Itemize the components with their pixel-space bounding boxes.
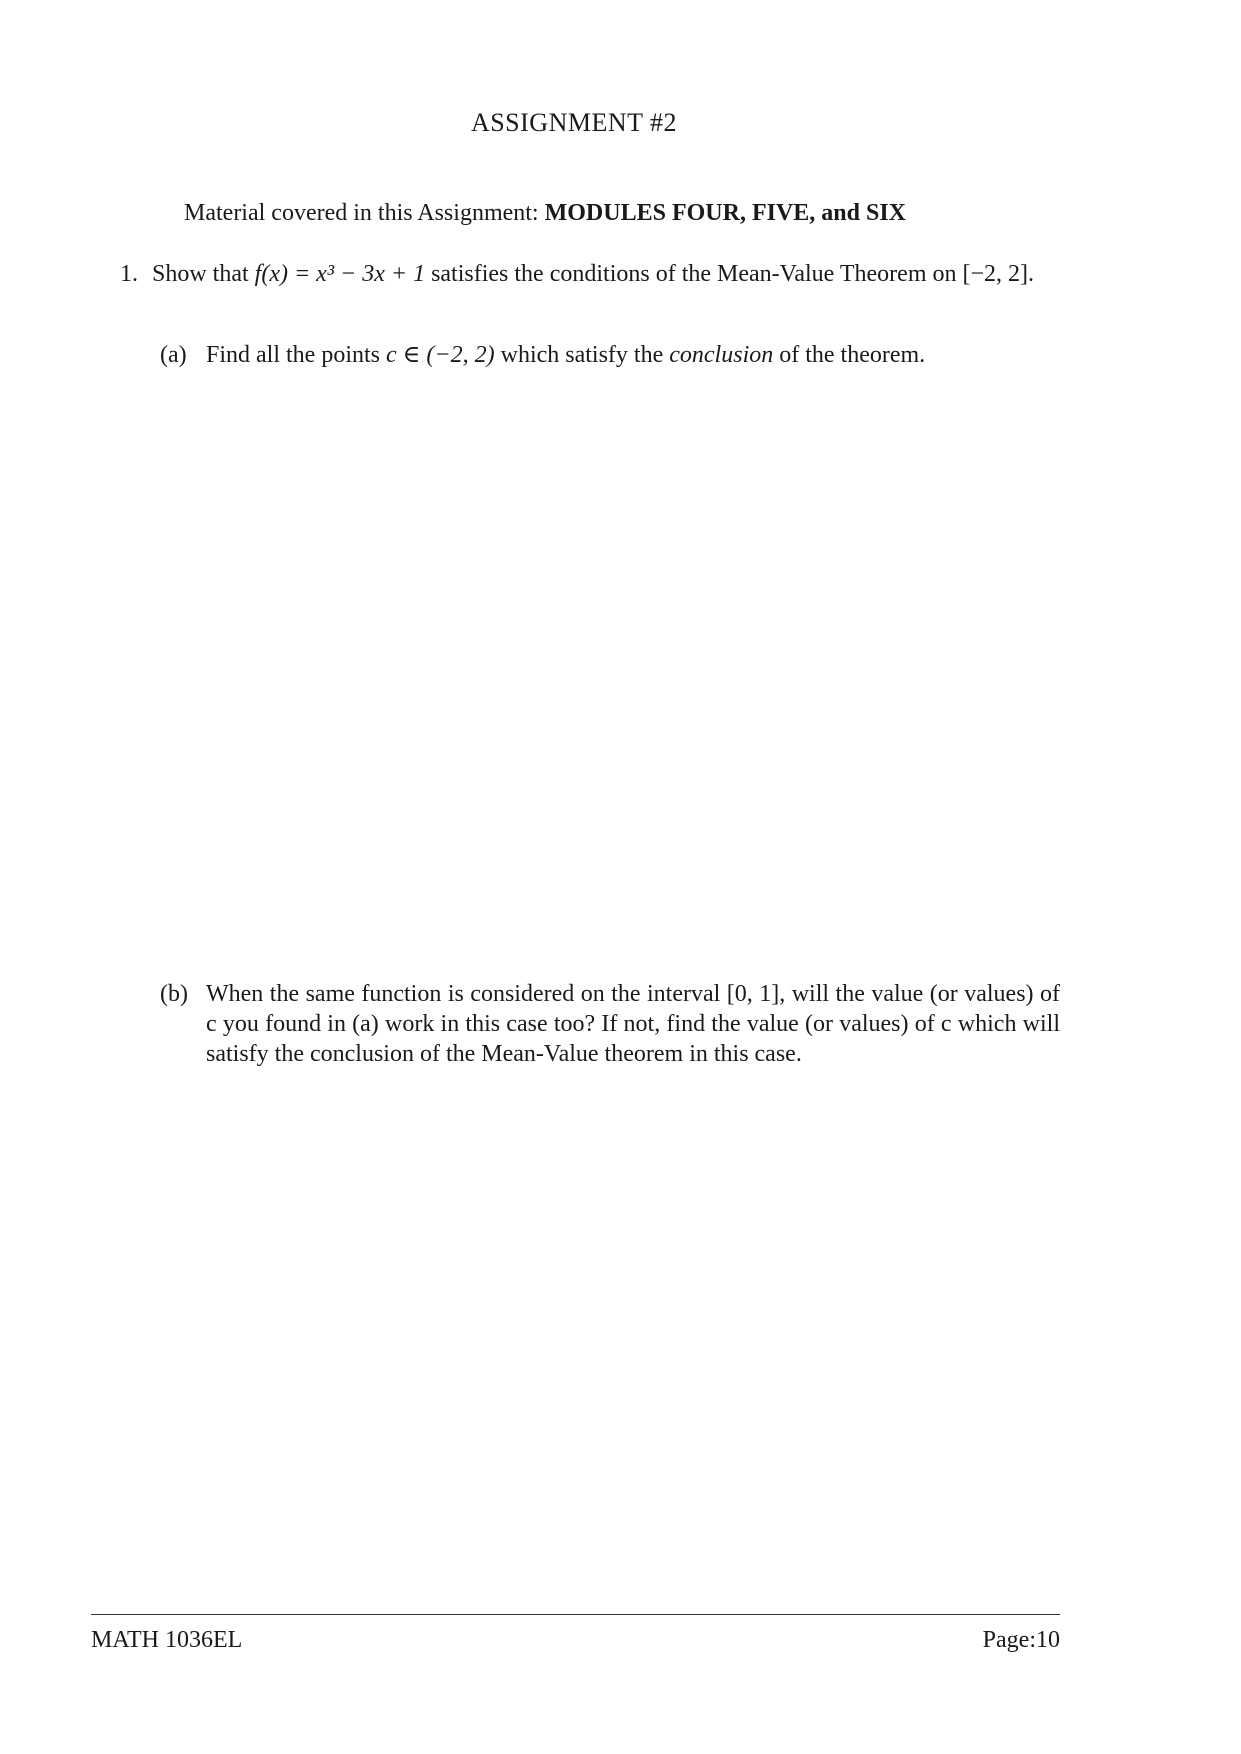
part-a: [160, 340, 1060, 370]
question-1-text: [152, 258, 1060, 290]
part-a-text-mid: which satisfy the: [494, 342, 670, 368]
part-b-label: (b): [160, 981, 188, 1007]
part-a-math: c ∈ (−2, 2): [386, 342, 495, 368]
part-b-text: When the same function is considered on the interval [0, 1], will the value (or values) of c you found in (a) work in this case too? If not, find the value (or values) of c which will satisfy the conclusion of the Mean-Value theorem in this case.: [206, 981, 1060, 1067]
question-number: 1.: [120, 261, 138, 287]
part-a-label: (a): [160, 342, 187, 368]
q1-end: .: [1028, 261, 1035, 287]
part-a-text-after: of the theorem.: [773, 342, 926, 368]
question-1: [120, 258, 1060, 290]
part-a-text: [206, 340, 1060, 370]
footer-divider: [91, 1614, 1060, 1615]
footer-page-number: Page:10: [982, 1627, 1060, 1653]
q1-function: f(x) = x³ − 3x + 1: [254, 261, 426, 287]
part-a-emphasis: conclusion: [669, 342, 774, 368]
footer-course: MATH 1036EL: [91, 1627, 243, 1653]
q1-text-before: Show that: [152, 261, 255, 287]
part-b: [160, 979, 1060, 1069]
q1-text-after: satisfies the conditions of the Mean-Value Theorem on: [425, 261, 963, 287]
part-a-text-before: Find all the points: [206, 342, 386, 368]
material-modules: MODULES FOUR, FIVE, and SIX: [544, 200, 907, 226]
material-prefix: Material covered in this Assignment:: [184, 200, 545, 226]
material-covered-line: [184, 200, 906, 227]
page-title: ASSIGNMENT #2: [470, 108, 678, 137]
q1-interval: [−2, 2]: [962, 261, 1029, 287]
